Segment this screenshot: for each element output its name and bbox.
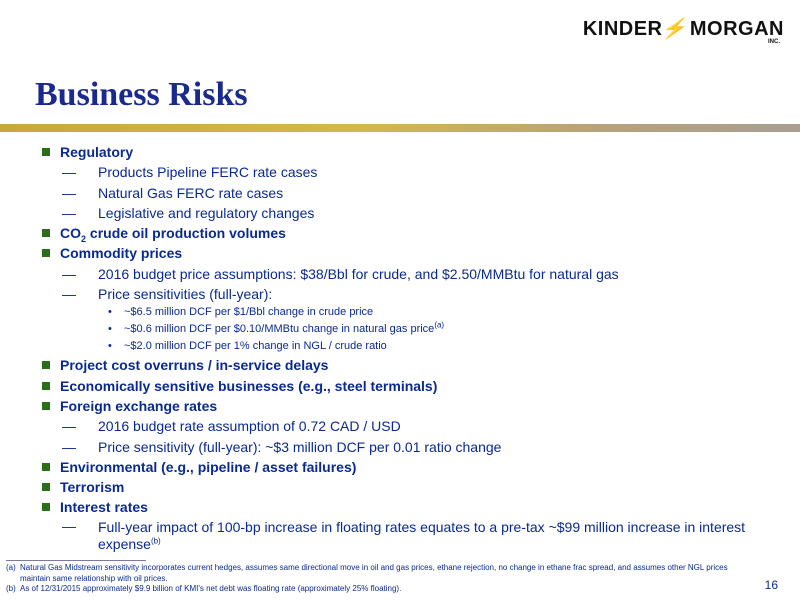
footnote-divider — [6, 560, 146, 561]
list-item: — Natural Gas FERC rate cases — [40, 183, 780, 203]
square-bullet-icon — [42, 503, 50, 511]
logo-name-left: KINDER — [582, 18, 663, 40]
title-divider-bar — [0, 124, 800, 132]
list-item: Interest rates — [40, 497, 780, 517]
square-bullet-icon — [42, 463, 50, 471]
square-bullet-icon — [42, 249, 50, 257]
risk-list — [40, 142, 780, 553]
list-item: • ~$6.5 million DCF per $1/Bbl change in crude price — [40, 304, 780, 321]
square-bullet-icon — [42, 361, 50, 369]
footnote: (b) As of 12/31/2015 approximately $9.9 billion of KMI's net debt was floating rate (approximately 25% floating). — [6, 584, 402, 593]
list-item: — Price sensitivities (full-year): — [40, 284, 780, 304]
dash-bullet-icon: — — [62, 164, 76, 181]
dash-bullet-icon: — — [62, 418, 76, 435]
square-bullet-icon — [42, 483, 50, 491]
list-item: Terrorism — [40, 477, 780, 497]
list-item: Foreign exchange rates — [40, 396, 780, 416]
dash-bullet-icon: — — [62, 286, 76, 303]
list-item: Project cost overruns / in-service delays — [40, 355, 780, 375]
list-item: Economically sensitive businesses (e.g., steel terminals) — [40, 376, 780, 396]
square-bullet-icon — [42, 402, 50, 410]
dash-bullet-icon: — — [62, 204, 76, 221]
list-item: • ~$2.0 million DCF per 1% change in NGL / crude ratio — [40, 338, 780, 355]
logo-name-right: MORGAN — [689, 18, 784, 40]
slide-title: Business Risks — [35, 76, 248, 113]
list-item: Environmental (e.g., pipeline / asset failures) — [40, 457, 780, 477]
page-number: 16 — [764, 578, 778, 592]
kinder-morgan-logo — [584, 16, 784, 50]
list-item: • ~$0.6 million DCF per $0.10/MMBtu change in natural gas price$^{(a)}$ — [40, 321, 780, 338]
list-item: — 2016 budget rate assumption of 0.72 CAD / USD — [40, 416, 780, 436]
dot-bullet-icon: • — [108, 306, 112, 319]
list-item: — 2016 budget price assumptions: $38/Bbl for crude, and $2.50/MMBtu for natural gas — [40, 264, 780, 284]
dash-bullet-icon: — — [62, 438, 76, 455]
footnotes — [6, 563, 746, 595]
dash-bullet-icon: — — [62, 265, 76, 282]
square-bullet-icon — [42, 382, 50, 390]
dash-bullet-icon: — — [62, 517, 76, 534]
list-item: $CO_2$ crude oil production volumes — [40, 223, 780, 243]
logo-suffix: INC. — [768, 39, 780, 45]
logo-wordmark — [583, 16, 784, 41]
footnote: (a) Natural Gas Midstream sensitivity incorporates current hedges, assumes same directional move in oil and gas prices, ethane rejection, no change in ethane frac spread, and assumes other NGL prices maintain same relationship with oil prices. — [6, 563, 728, 583]
dot-bullet-icon: • — [108, 323, 112, 336]
square-bullet-icon — [42, 229, 50, 237]
list-item: — Products Pipeline FERC rate cases — [40, 162, 780, 182]
list-item: — Full-year impact of 100-bp increase in floating rates equates to a pre-tax ~$99 million increase in interest expense$^{(b)}$ — [62, 517, 746, 552]
list-item: — Legislative and regulatory changes — [40, 203, 780, 223]
dash-bullet-icon: — — [62, 184, 76, 201]
list-item: Commodity prices — [40, 243, 780, 263]
list-item: Regulatory — [40, 142, 780, 162]
list-item: — Price sensitivity (full-year): ~$3 million DCF per 0.01 ratio change — [40, 437, 780, 457]
lightning-bolt-icon: ⚡ — [660, 18, 692, 40]
square-bullet-icon — [42, 148, 50, 156]
dot-bullet-icon: • — [108, 340, 112, 353]
